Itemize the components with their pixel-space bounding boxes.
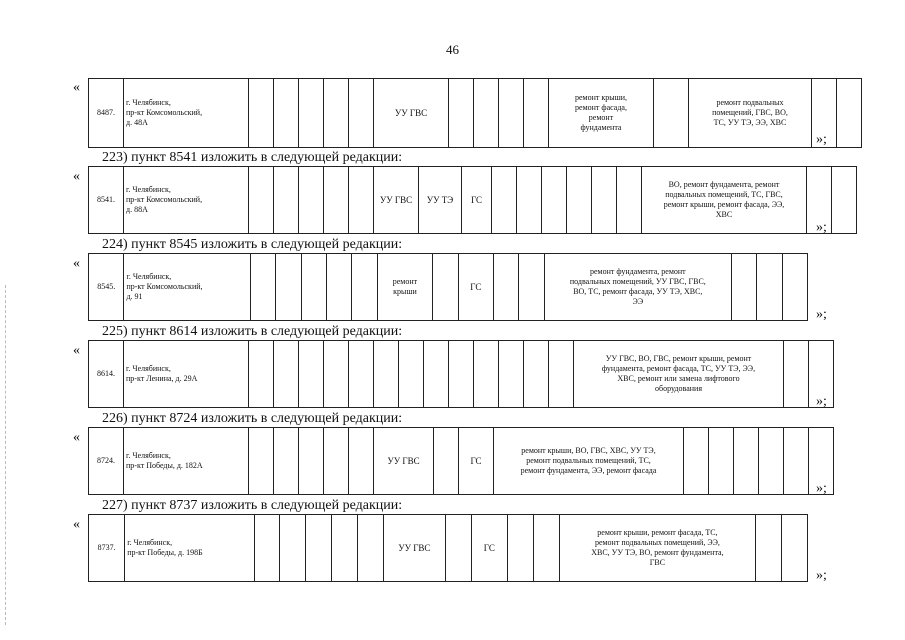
works-cell: УУ ГВС, ВО, ГВС, ремонт крыши, ремонт фундамента, ремонт фасада, ТС, УУ ТЭ, ЭЭ, ХВС, ремонт или замена лифтового оборудования bbox=[574, 341, 784, 408]
amendment-intro: 225) пункт 8614 изложить в следующей редакции: bbox=[102, 324, 403, 339]
row-number: 8724. bbox=[89, 428, 124, 495]
close-quote: »; bbox=[816, 132, 827, 147]
program-table-row bbox=[88, 78, 862, 148]
row-number: 8614. bbox=[89, 341, 124, 408]
close-quote: »; bbox=[816, 307, 827, 322]
works-cell: ремонт крыши, ВО, ГВС, ХВС, УУ ТЭ, ремонт подвальных помещений, ТС, ремонт фундамента, ЭЭ, ремонт фасада bbox=[494, 428, 684, 495]
amendment-intro: 223) пункт 8541 изложить в следующей редакции: bbox=[102, 150, 403, 165]
row-number: 8487. bbox=[89, 79, 124, 148]
amendment-intro: 226) пункт 8724 изложить в следующей редакции: bbox=[102, 411, 403, 426]
close-quote: »; bbox=[816, 220, 827, 235]
program-table-row bbox=[88, 514, 808, 582]
address-cell: г. Челябинск, пр-кт Комсомольский, д. 88А bbox=[124, 167, 249, 234]
close-quote: »; bbox=[816, 481, 827, 496]
uu-te-cell: УУ ТЭ bbox=[419, 167, 462, 234]
address-cell: г. Челябинск, пр-кт Победы, д. 182А bbox=[124, 428, 249, 495]
address-cell: г. Челябинск, пр-кт Победы, д. 198Б bbox=[125, 515, 254, 582]
open-quote: « bbox=[73, 517, 80, 532]
address-cell: г. Челябинск, пр-кт Комсомольский, д. 91 bbox=[124, 254, 251, 321]
program-table-row bbox=[88, 340, 834, 408]
systems-cell: ремонт подвальных помещений, ГВС, ВО, ТС, УУ ТЭ, ЭЭ, ХВС bbox=[689, 79, 812, 148]
gs-cell: ГС bbox=[458, 254, 493, 321]
works-cell: ремонт крыши, ремонт фасада, ТС, ремонт подвальных помещений, ЭЭ, ХВС, УУ ТЭ, ВО, ремонт фундамента, ГВС bbox=[559, 515, 756, 582]
works-cell: ремонт крыши, ремонт фасада, ремонт фундамента bbox=[549, 79, 654, 148]
works-cell: ремонт фундамента, ремонт подвальных помещений, УУ ГВС, ГВС, ВО, ТС, ремонт фасада, УУ ТЭ, ХВС, ЭЭ bbox=[544, 254, 731, 321]
uu-gvs-cell: УУ ГВС bbox=[374, 428, 434, 495]
gs-cell: ГС bbox=[462, 167, 492, 234]
address-cell: г. Челябинск, пр-кт Комсомольский, д. 48А bbox=[124, 79, 249, 148]
open-quote: « bbox=[73, 343, 80, 358]
amendment-intro: 224) пункт 8545 изложить в следующей редакции: bbox=[102, 237, 403, 252]
close-quote: »; bbox=[816, 568, 827, 583]
gs-cell: ГС bbox=[471, 515, 507, 582]
uu-gvs-cell: УУ ГВС bbox=[374, 167, 419, 234]
open-quote: « bbox=[73, 80, 80, 95]
close-quote: »; bbox=[816, 394, 827, 409]
page-number: 46 bbox=[446, 42, 459, 57]
address-cell: г. Челябинск, пр-кт Ленина, д. 29А bbox=[124, 341, 249, 408]
uu-gvs-cell: УУ ГВС bbox=[383, 515, 445, 582]
margin-rule bbox=[5, 285, 6, 625]
program-table-row bbox=[88, 427, 834, 495]
works-cell: ВО, ремонт фундамента, ремонт подвальных помещений, ТС, ГВС, ремонт крыши, ремонт фасада, ЭЭ, ХВС bbox=[642, 167, 807, 234]
open-quote: « bbox=[73, 256, 80, 271]
roof-repair-cell: ремонт крыши bbox=[377, 254, 433, 321]
row-number: 8541. bbox=[89, 167, 124, 234]
uu-gvs-cell: УУ ГВС bbox=[374, 79, 449, 148]
gs-cell: ГС bbox=[459, 428, 494, 495]
row-number: 8545. bbox=[89, 254, 124, 321]
amendment-intro: 227) пункт 8737 изложить в следующей редакции: bbox=[102, 498, 403, 513]
program-table-row bbox=[88, 253, 808, 321]
open-quote: « bbox=[73, 430, 80, 445]
open-quote: « bbox=[73, 169, 80, 184]
program-table-row bbox=[88, 166, 857, 234]
row-number: 8737. bbox=[89, 515, 125, 582]
